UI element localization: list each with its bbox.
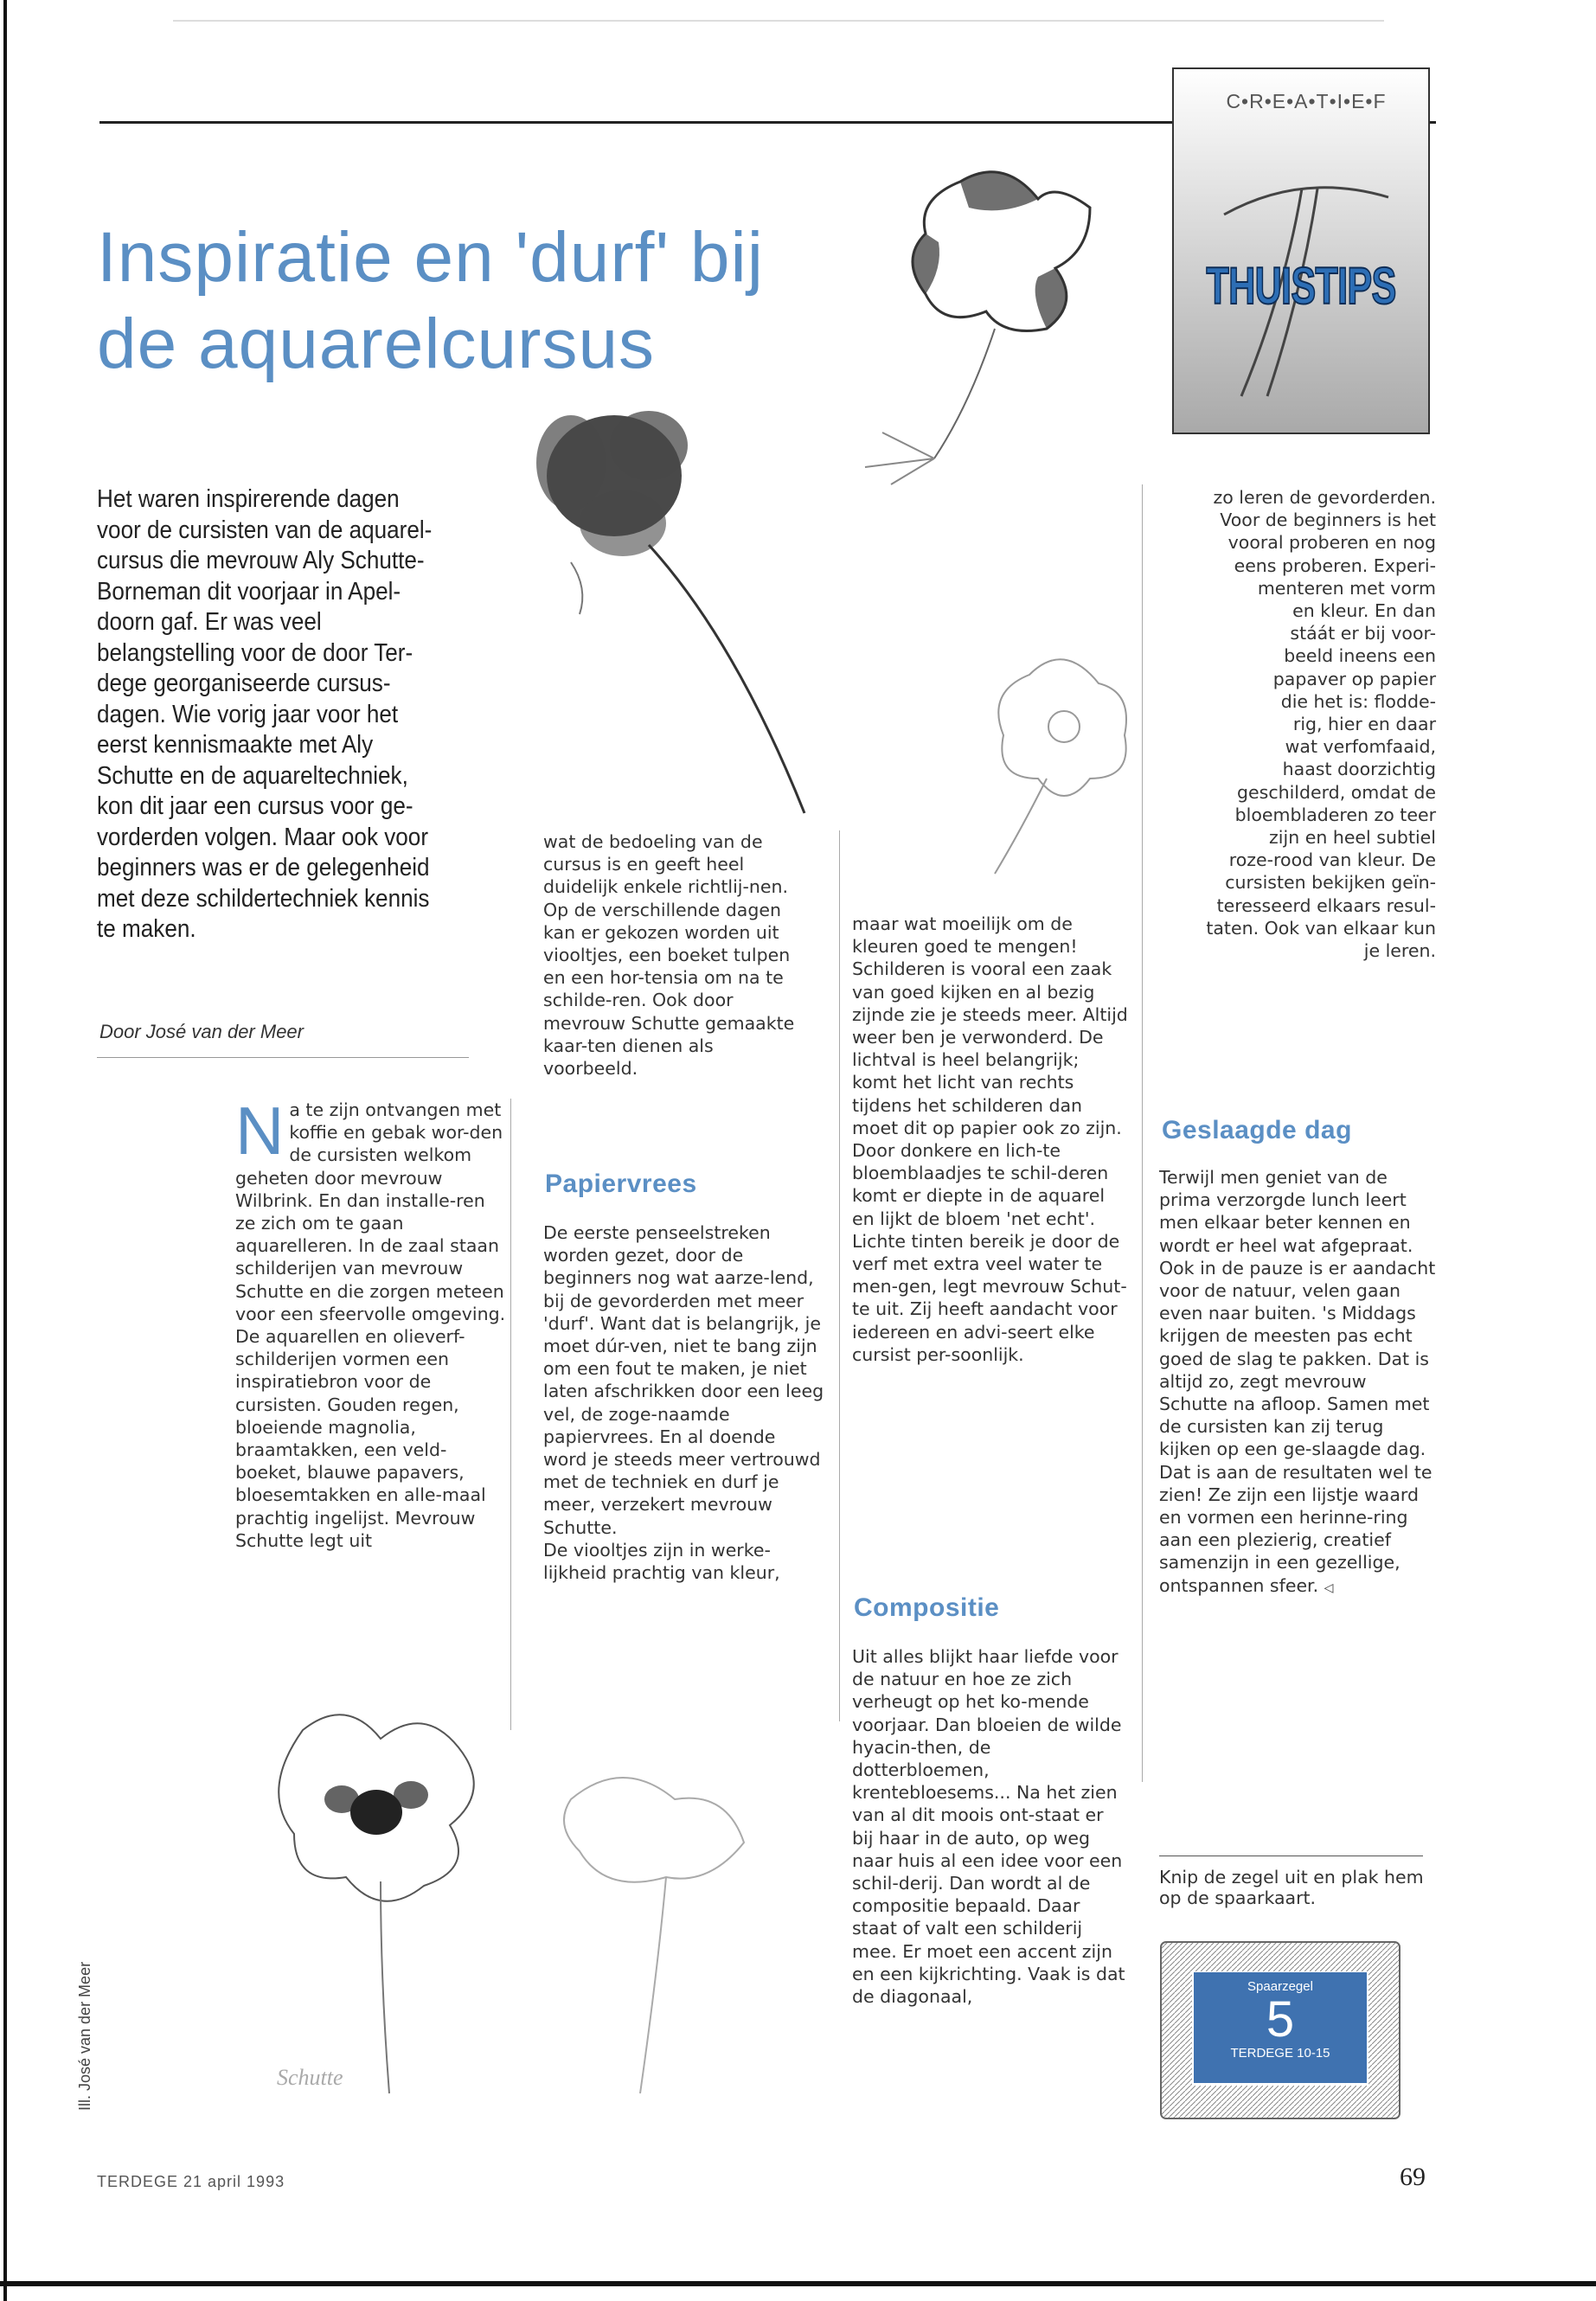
byline-rule [97, 1057, 469, 1058]
thuistips-brand: THUISTIPS [1206, 257, 1396, 315]
col4-line: geschilderd, omdat de [1237, 781, 1436, 803]
col4-line: papaver op papier [1272, 668, 1436, 689]
byline: Door José van der Meer [99, 1021, 304, 1042]
subhead-papiervrees: Papiervrees [545, 1170, 697, 1198]
pansy-illustration [251, 1695, 510, 2102]
stamp-number: 5 [1266, 1991, 1295, 2048]
column-4-bottom-body: Terwijl men geniet van de prima verzorgde lunch leert men elkaar beter kennen en wordt er heel wat afgepraat. Ook in de pauze is er aandacht voor de natuur, velen gaan even naar buiten. 's Middags krijgen de meesten pas echt goed de slag te pakken. Dat is altijd zo, zegt mevrouw Schutte na afloop. Samen met de cursisten kan zij terug kijken op een ge-slaagde dag. Dat is aan de resultaten wel te zien! Ze zijn een lijstje waard en vormen een herinne-ring aan een plezierig, creatief samenzijn in een gezellige, ontspannen sfeer. [1159, 1167, 1436, 1596]
flower-illustration-top [830, 147, 1159, 562]
illustration-credit: Ill. José van der Meer [76, 1961, 93, 2111]
col4-line: rig, hier en daar [1292, 714, 1436, 735]
flower-sketch-bottom [536, 1747, 796, 2111]
column-2-top [543, 830, 811, 1080]
col4-line: wat verfomfaaid, [1285, 736, 1436, 758]
column-1-text: a te zijn ontvangen met koffie en gebak wor-den de cursisten welkom geheten door mevrouw Wilbrink. En dan installe-ren ze zich om te gaan aquarelleren. In de zaal staan schilderijen van mevrouw Schutte en die zorgen meteen voor een sfeervolle omgeving. De aquarellen en olieverf-schilderijen vormen een inspiratiebron voor de cursisten. Gouden regen, bloeiende magnolia, braamtakken, een veld-boeket, blauwe papavers, bloesemtakken en alle-maal prachtig ingelijst. Mevrouw Schutte legt uit [235, 1099, 506, 1551]
col4-line: menteren met vorm [1257, 577, 1436, 599]
column-1 [235, 1093, 508, 1552]
col4-line: teresseerd elkaars resul- [1216, 894, 1436, 916]
col4-line: zo leren de gevorderden. [1213, 487, 1436, 508]
creatief-label: C•R•E•A•T•I•E•F [1226, 90, 1387, 112]
title-line-1: Inspiratie en 'durf' bij [97, 218, 764, 297]
column-divider [839, 830, 840, 1721]
column-2-bottom-text-1: De eerste penseelstreken worden gezet, door de beginners nog wat aarze-lend, bij de gevorderden met meer 'durf'. Want dat is belangrijk, je moet dúr-ven, niet te bang zijn om een fout te maken, je niet laten afschrikken door een leeg vel, de zoge-naamde papiervrees. En al doende word je steeds meer vertrouwd met de techniek en durf je meer, verzekert mevrouw Schutte. [543, 1222, 824, 1538]
subhead-compositie: Compositie [854, 1593, 1000, 1622]
col4-line: eens proberen. Experi- [1234, 554, 1436, 576]
article-intro: Het waren inspirerende dagen voor de cursisten van de aquarel-cursus die mevrouw Aly Schutte-Borneman dit voorjaar in Apel-doorn gaf. Er was veel belangstelling voor de door Ter-dege georganiseerde cursus-dagen. Wie vorig jaar voor het eerst kennismaakte met Aly Schutte en de aquareltechniek, kon dit jaar een cursus voor ge-vorderden volgen. Maar ook voor beginners was er de gelegenheid met deze schildertechniek kennis te maken. [97, 485, 433, 943]
page-number: 69 [1400, 2163, 1426, 2191]
savings-stamp[interactable] [1194, 1972, 1367, 2083]
col4-line: bloembladeren zo teer [1234, 804, 1436, 825]
col4-line: cursisten bekijken geïn- [1225, 872, 1436, 894]
stamp-label: Spaarzegel [1247, 1979, 1313, 1994]
column-2-bottom [543, 1221, 824, 1584]
artist-signature: Schutte [277, 2065, 343, 2090]
title-line-2: de aquarelcursus [97, 304, 656, 383]
coupon-instruction: Knip de zegel uit en plak hem op de spaarkaart. [1159, 1867, 1424, 1908]
col4-line: je leren. [1363, 940, 1436, 962]
column-4-bottom [1159, 1166, 1436, 1599]
column-2-bottom-text-2: De viooltjes zijn in werke-lijkheid prachtig van kleur, [543, 1539, 780, 1584]
drop-cap: N [235, 1093, 285, 1169]
col4-line: Voor de beginners is het [1220, 510, 1436, 531]
thuistips-logo-box [1172, 67, 1430, 434]
column-divider [1142, 484, 1143, 1782]
publication-footer: TERDEGE 21 april 1993 [97, 2173, 285, 2190]
column-3-top [852, 913, 1129, 1366]
column-4-bottom-text [1159, 1166, 1436, 1599]
poppy-illustration [519, 381, 848, 830]
col4-line: vooral proberen en nog [1227, 532, 1436, 554]
column-4-top [1159, 486, 1436, 962]
col4-line: beeld ineens een [1284, 645, 1436, 667]
article-title [97, 215, 875, 388]
col4-line: en kleur. En dan [1292, 600, 1436, 622]
stamp-brand: TERDEGE 10-15 [1230, 2046, 1330, 2061]
column-divider [510, 1099, 511, 1730]
column-3-bottom-text: Uit alles blijkt haar liefde voor de natuur en hoe ze zich verheugt op het ko-mende voorjaar. Dan bloeien de wilde hyacin-then, de dotterbloemen, krentebloesems... Na het zien van al dit moois ont-staat er bij haar in de auto, op weg naar huis al een idee voor een schil-derij. Dan wordt al de compositie bepaald. Daar staat of valt een schilderij mee. Er moet een accent zijn en een kijkrichting. Vaak is dat de diagonaal, [852, 1646, 1125, 2008]
col4-line: stáát er bij voor- [1290, 623, 1436, 644]
end-mark-icon: ◁ [1324, 1580, 1334, 1595]
col4-line: taten. Ook van elkaar kun [1206, 917, 1436, 939]
col4-line: roze-rood van kleur. De [1228, 849, 1436, 871]
column-3-bottom [852, 1645, 1129, 2008]
col4-line: haast doorzichtig [1282, 759, 1436, 780]
subhead-geslaagde-dag: Geslaagde dag [1162, 1116, 1352, 1144]
column-2-top-text: wat de bedoeling van de cursus is en geeft heel duidelijk enkele richtlij-nen. Op de verschillende dagen kan er gekozen worden uit viooltjes, een boeket tulpen en een hor-tensia om na te schilde-ren. Ook door mevrouw Schutte gemaakte kaar-ten dienen als voorbeeld. [543, 831, 795, 1080]
col4-line: die het is: flodde- [1280, 690, 1436, 712]
col4-line: zijn en heel subtiel [1269, 827, 1436, 849]
column-3-top-text: maar wat moeilijk om de kleuren goed te mengen! Schilderen is vooral een zaak van goed kijken en al bezig zijnde zie je steeds meer. Altijd weer ben je verwonderd. De lichtval is heel belangrijk; komt het licht van rechts tijdens het schilderen dan moet dit op papier ook zo zijn. Door donkere en lich-te bloemblaadjes te schil-deren komt er diepte in de aquarel en lijkt de bloem 'net echt'. Lichte tinten bereik je door de verf met extra veel water te men-gen, legt mevrouw Schut-te uit. Zij heeft aandacht voor iedereen en advi-seert elke cursist per-soonlijk. [852, 913, 1128, 1365]
